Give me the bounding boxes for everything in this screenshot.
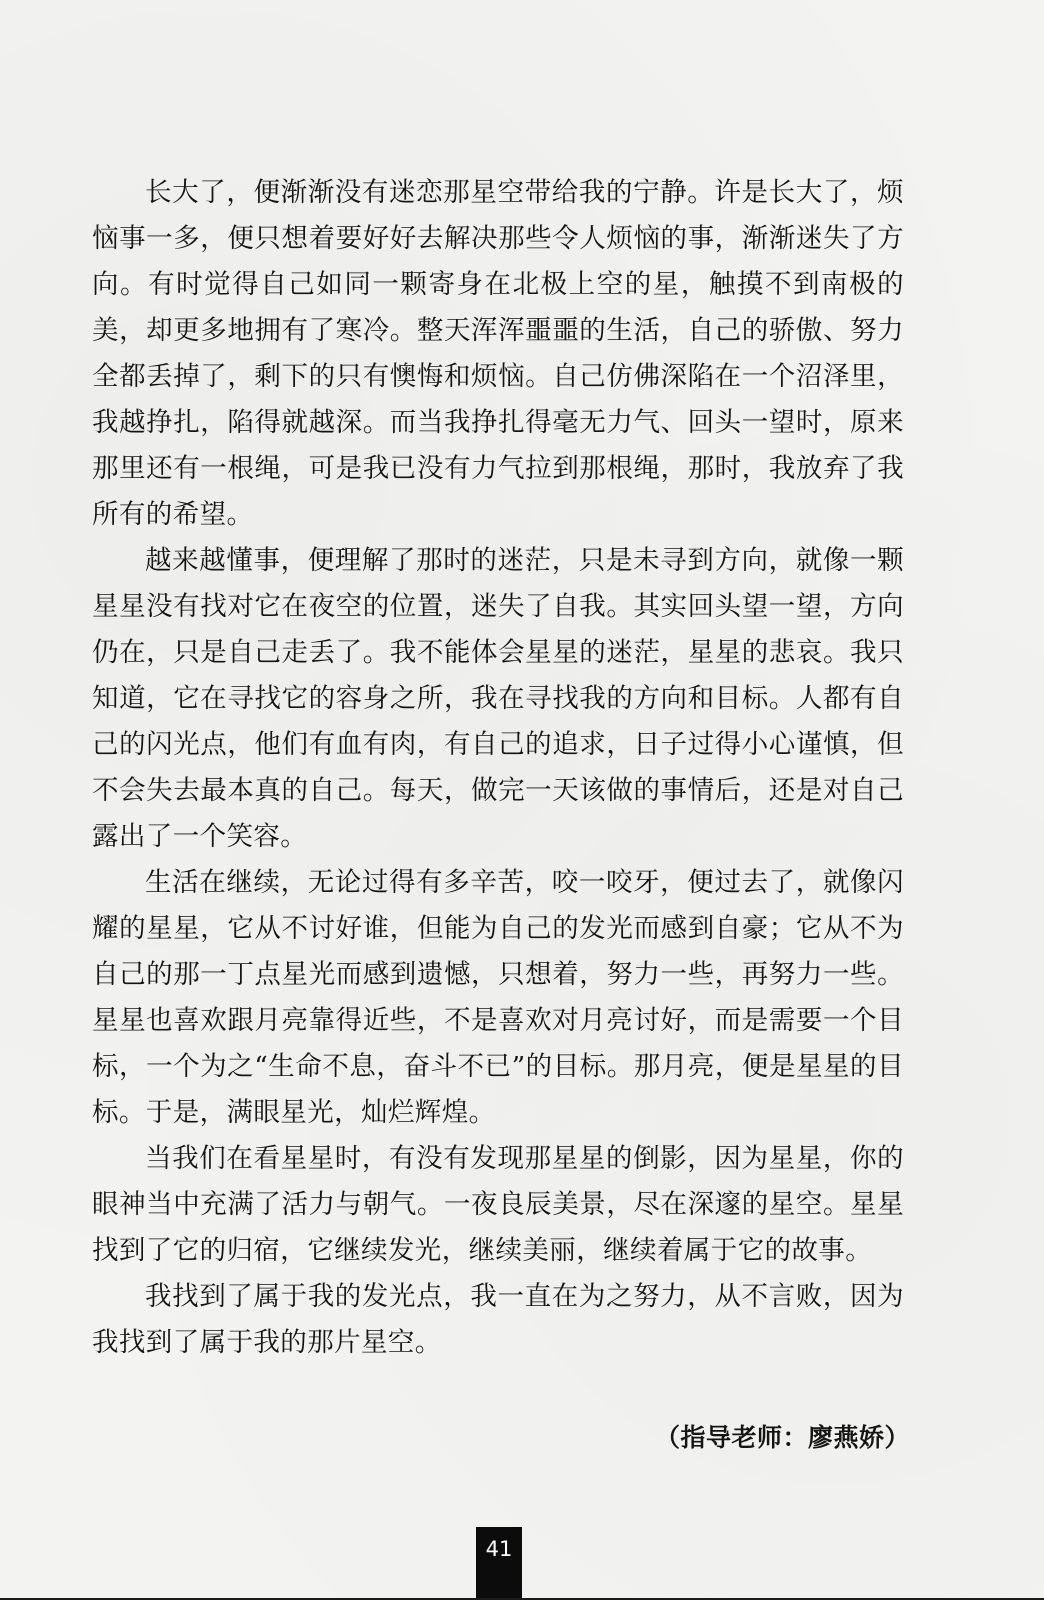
essay-body bbox=[92, 170, 904, 1366]
paragraph-3: 生活在继续，无论过得有多辛苦，咬一咬牙，便过去了，就像闪耀的星星，它从不讨好谁，但能为自己的发光而感到自豪；它从不为自己的那一丁点星光而感到遗憾，只想着，努力一些，再努力一些。星星也喜欢跟月亮靠得近些，不是喜欢对月亮讨好，而是需要一个目标，一个为之“生命不息，奋斗不已”的目标。那月亮，便是星星的目标。于是，满眼星光，灿烂辉煌。 bbox=[92, 867, 904, 1128]
paragraph-5: 我找到了属于我的发光点，我一直在为之努力，从不言败，因为我找到了属于我的那片星空。 bbox=[92, 1281, 904, 1358]
teacher-credit: （指导老师：廖燕娇） bbox=[654, 1423, 910, 1452]
paragraph-1: 长大了，便渐渐没有迷恋那星空带给我的宁静。许是长大了，烦恼事一多，便只想着要好好去解决那些令人烦恼的事，渐渐迷失了方向。有时觉得自己如同一颗寄身在北极上空的星，触摸不到南极的美，却更多地拥有了寒冷。整天浑浑噩噩的生活，自己的骄傲、努力全都丢掉了，剩下的只有懊悔和烦恼。自己仿佛深陷在一个沼泽里，我越挣扎，陷得就越深。而当我挣扎得毫无力气、回头一望时，原来那里还有一根绳，可是我已没有力气拉到那根绳，那时，我放弃了我所有的希望。 bbox=[92, 177, 904, 530]
page-number: 41 bbox=[476, 1527, 522, 1600]
paragraph-4: 当我们在看星星时，有没有发现那星星的倒影，因为星星，你的眼神当中充满了活力与朝气。一夜良辰美景，尽在深邃的星空。星星找到了它的归宿，它继续发光，继续美丽，继续着属于它的故事。 bbox=[92, 1143, 904, 1266]
paragraph-2: 越来越懂事，便理解了那时的迷茫，只是未寻到方向，就像一颗星星没有找对它在夜空的位置，迷失了自我。其实回头望一望，方向仍在，只是自己走丢了。我不能体会星星的迷茫，星星的悲哀。我只知道，它在寻找它的容身之所，我在寻找我的方向和目标。人都有自己的闪光点，他们有血有肉，有自己的追求，日子过得小心谨慎，但不会失去最本真的自己。每天，做完一天该做的事情后，还是对自己露出了一个笑容。 bbox=[92, 545, 904, 852]
